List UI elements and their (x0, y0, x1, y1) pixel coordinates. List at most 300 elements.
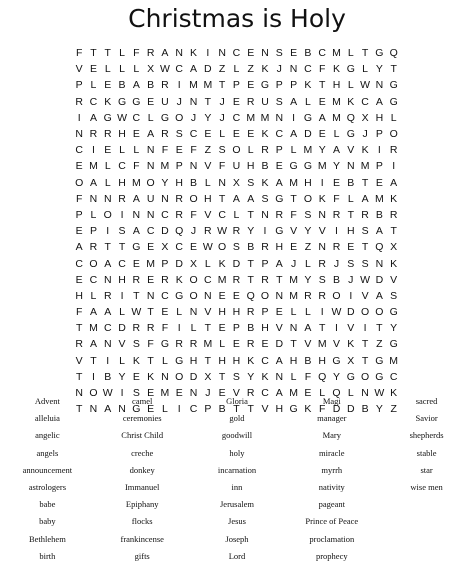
grid-letter[interactable]: C (189, 403, 198, 416)
grid-letter[interactable]: E (104, 144, 112, 157)
grid-letter[interactable]: L (219, 338, 226, 351)
grid-letter[interactable]: X (361, 111, 369, 124)
grid-letter[interactable]: L (90, 208, 97, 221)
grid-letter[interactable]: B (190, 176, 198, 189)
grid-letter[interactable]: E (75, 225, 83, 238)
grid-letter[interactable]: R (232, 225, 241, 238)
grid-letter[interactable]: J (219, 111, 225, 124)
grid-letter[interactable]: H (75, 289, 83, 302)
grid-letter[interactable]: F (218, 160, 226, 173)
grid-letter[interactable]: N (275, 111, 284, 124)
grid-letter[interactable]: G (389, 79, 398, 92)
grid-letter[interactable]: K (332, 63, 340, 76)
grid-letter[interactable]: A (132, 225, 140, 238)
grid-letter[interactable]: G (332, 354, 341, 367)
grid-letter[interactable]: B (104, 370, 112, 383)
grid-letter[interactable]: N (175, 47, 184, 60)
grid-letter[interactable]: K (261, 63, 269, 76)
grid-letter[interactable]: S (275, 47, 283, 60)
grid-letter[interactable]: D (332, 403, 341, 416)
grid-letter[interactable]: Z (304, 241, 312, 254)
grid-letter[interactable]: E (75, 273, 83, 286)
grid-letter[interactable]: S (118, 225, 126, 238)
grid-letter[interactable]: E (190, 241, 198, 254)
grid-letter[interactable]: A (75, 241, 83, 254)
grid-letter[interactable]: I (363, 322, 367, 335)
grid-letter[interactable]: L (347, 79, 354, 92)
grid-letter[interactable]: W (159, 63, 170, 76)
grid-letter[interactable]: N (189, 160, 198, 173)
grid-letter[interactable]: B (247, 241, 255, 254)
grid-letter[interactable]: B (304, 47, 312, 60)
grid-letter[interactable]: M (189, 79, 198, 92)
grid-letter[interactable]: V (361, 289, 369, 302)
grid-letter[interactable]: R (261, 241, 269, 254)
grid-letter[interactable]: L (347, 192, 354, 205)
grid-letter[interactable]: G (375, 47, 384, 60)
grid-letter[interactable]: D (346, 306, 355, 319)
grid-letter[interactable]: L (290, 306, 297, 319)
grid-letter[interactable]: W (102, 387, 113, 400)
grid-letter[interactable]: T (218, 370, 226, 383)
grid-letter[interactable]: L (104, 176, 111, 189)
grid-letter[interactable]: Y (304, 225, 312, 238)
grid-letter[interactable]: G (132, 403, 141, 416)
grid-letter[interactable]: T (90, 47, 97, 60)
grid-letter[interactable]: M (389, 354, 399, 367)
grid-letter[interactable]: H (218, 354, 226, 367)
grid-letter[interactable]: L (104, 63, 111, 76)
grid-letter[interactable]: D (304, 128, 312, 141)
grid-letter[interactable]: N (361, 387, 369, 400)
grid-letter[interactable]: A (275, 176, 283, 189)
grid-letter[interactable]: Y (318, 144, 326, 157)
grid-letter[interactable]: B (332, 273, 340, 286)
grid-letter[interactable]: H (289, 354, 298, 367)
grid-letter[interactable]: Y (390, 322, 398, 335)
grid-letter[interactable]: E (132, 128, 140, 141)
grid-letter[interactable]: Y (118, 370, 126, 383)
grid-letter[interactable]: R (175, 338, 184, 351)
grid-letter[interactable]: O (146, 176, 155, 189)
grid-letter[interactable]: A (375, 289, 383, 302)
grid-letter[interactable]: J (190, 111, 197, 124)
grid-letter[interactable]: R (332, 241, 341, 254)
grid-letter[interactable]: C (232, 47, 241, 60)
grid-letter[interactable]: H (318, 354, 326, 367)
grid-letter[interactable]: E (147, 95, 155, 108)
grid-letter[interactable]: H (118, 273, 126, 286)
grid-letter[interactable]: M (217, 273, 227, 286)
grid-letter[interactable]: R (132, 322, 141, 335)
grid-letter[interactable]: I (206, 47, 210, 60)
grid-letter[interactable]: W (331, 306, 342, 319)
grid-letter[interactable]: R (146, 47, 155, 60)
grid-letter[interactable]: L (233, 208, 240, 221)
grid-letter[interactable]: A (247, 192, 255, 205)
grid-letter[interactable]: A (375, 225, 383, 238)
grid-letter[interactable]: L (219, 128, 226, 141)
grid-letter[interactable]: H (275, 241, 284, 254)
grid-letter[interactable]: R (246, 387, 255, 400)
grid-letter[interactable]: K (175, 273, 183, 286)
grid-letter[interactable]: C (304, 63, 312, 76)
grid-letter[interactable]: N (218, 176, 226, 189)
grid-letter[interactable]: R (246, 338, 255, 351)
grid-letter[interactable]: O (303, 192, 312, 205)
grid-letter[interactable]: W (117, 111, 127, 124)
grid-letter[interactable]: R (75, 95, 83, 108)
grid-letter[interactable]: L (162, 403, 168, 416)
grid-letter[interactable]: X (147, 63, 155, 76)
grid-letter[interactable]: I (177, 403, 181, 416)
grid-letter[interactable]: L (362, 63, 368, 76)
grid-letter[interactable]: K (304, 79, 312, 92)
grid-letter[interactable]: A (232, 192, 240, 205)
grid-letter[interactable]: A (89, 176, 97, 189)
grid-letter[interactable]: C (232, 111, 241, 124)
grid-letter[interactable]: C (218, 208, 226, 221)
grid-letter[interactable]: Y (204, 111, 212, 124)
grid-letter[interactable]: K (390, 387, 398, 400)
grid-letter[interactable]: T (133, 289, 140, 302)
grid-letter[interactable]: A (132, 192, 140, 205)
grid-letter[interactable]: L (176, 306, 183, 319)
grid-letter[interactable]: E (318, 95, 326, 108)
grid-letter[interactable]: E (218, 322, 226, 335)
grid-letter[interactable]: X (204, 370, 212, 383)
grid-letter[interactable]: L (290, 144, 297, 157)
grid-letter[interactable]: C (118, 160, 126, 173)
grid-letter[interactable]: Q (332, 387, 341, 400)
grid-letter[interactable]: G (375, 354, 384, 367)
grid-letter[interactable]: A (89, 338, 97, 351)
grid-letter[interactable]: G (389, 338, 398, 351)
grid-letter[interactable]: C (318, 47, 326, 60)
grid-letter[interactable]: J (362, 128, 368, 141)
grid-letter[interactable]: R (89, 128, 98, 141)
grid-letter[interactable]: J (276, 63, 282, 76)
grid-letter[interactable]: E (147, 403, 155, 416)
grid-letter[interactable]: S (304, 208, 312, 221)
grid-letter[interactable]: R (232, 273, 241, 286)
grid-letter[interactable]: N (103, 338, 112, 351)
grid-letter[interactable]: O (361, 370, 370, 383)
grid-letter[interactable]: A (190, 63, 198, 76)
grid-letter[interactable]: N (275, 370, 284, 383)
grid-letter[interactable]: G (303, 160, 312, 173)
grid-letter[interactable]: T (75, 403, 83, 416)
grid-letter[interactable]: B (261, 160, 269, 173)
grid-letter[interactable]: M (131, 176, 141, 189)
grid-letter[interactable]: K (261, 128, 269, 141)
grid-letter[interactable]: F (190, 144, 197, 157)
grid-letter[interactable]: E (332, 176, 340, 189)
grid-letter[interactable]: X (232, 176, 240, 189)
grid-letter[interactable]: V (318, 225, 326, 238)
grid-letter[interactable]: G (103, 111, 112, 124)
grid-letter[interactable]: G (375, 370, 384, 383)
grid-letter[interactable]: E (218, 289, 226, 302)
grid-letter[interactable]: B (361, 403, 369, 416)
grid-letter[interactable]: Q (175, 225, 184, 238)
grid-letter[interactable]: T (90, 354, 97, 367)
grid-letter[interactable]: R (204, 225, 212, 238)
grid-letter[interactable]: I (120, 289, 124, 302)
grid-letter[interactable]: B (247, 322, 255, 335)
grid-letter[interactable]: G (132, 241, 141, 254)
grid-letter[interactable]: J (205, 387, 211, 400)
grid-letter[interactable]: T (376, 322, 383, 335)
grid-letter[interactable]: U (232, 160, 241, 173)
grid-letter[interactable]: C (275, 128, 284, 141)
grid-letter[interactable]: W (360, 79, 371, 92)
grid-letter[interactable]: E (275, 160, 283, 173)
grid-letter[interactable]: R (361, 208, 369, 221)
grid-letter[interactable]: Y (304, 273, 312, 286)
grid-letter[interactable]: T (233, 403, 240, 416)
grid-letter[interactable]: L (304, 257, 311, 270)
grid-letter[interactable]: I (320, 306, 324, 319)
grid-letter[interactable]: N (289, 322, 298, 335)
grid-letter[interactable]: P (275, 144, 283, 157)
grid-letter[interactable]: J (333, 257, 340, 270)
grid-letter[interactable]: C (261, 387, 269, 400)
grid-letter[interactable]: T (247, 403, 254, 416)
grid-letter[interactable]: M (332, 111, 341, 124)
grid-letter[interactable]: E (175, 144, 183, 157)
grid-letter[interactable]: H (218, 306, 226, 319)
grid-letter[interactable]: R (246, 306, 255, 319)
grid-letter[interactable]: E (147, 387, 155, 400)
grid-letter[interactable]: S (132, 387, 140, 400)
grid-letter[interactable]: M (289, 387, 298, 400)
grid-letter[interactable]: T (247, 208, 254, 221)
grid-letter[interactable]: P (375, 160, 383, 173)
grid-letter[interactable]: E (218, 387, 226, 400)
grid-letter[interactable]: I (177, 79, 181, 92)
grid-letter[interactable]: E (232, 289, 240, 302)
grid-letter[interactable]: H (118, 128, 126, 141)
grid-letter[interactable]: L (333, 128, 340, 141)
grid-letter[interactable]: M (160, 387, 170, 400)
grid-letter[interactable]: Y (375, 63, 383, 76)
grid-letter[interactable]: A (275, 354, 283, 367)
grid-letter[interactable]: N (146, 160, 155, 173)
grid-letter[interactable]: M (89, 322, 98, 335)
grid-letter[interactable]: T (318, 79, 326, 92)
grid-letter[interactable]: E (204, 128, 212, 141)
grid-letter[interactable]: G (346, 370, 355, 383)
grid-letter[interactable]: H (275, 403, 284, 416)
grid-letter[interactable]: I (349, 289, 353, 302)
grid-letter[interactable]: F (318, 63, 326, 76)
grid-letter[interactable]: A (147, 128, 155, 141)
grid-letter[interactable]: E (347, 241, 355, 254)
grid-letter[interactable]: P (75, 208, 83, 221)
grid-letter[interactable]: N (261, 208, 269, 221)
grid-letter[interactable]: F (161, 144, 169, 157)
grid-letter[interactable]: M (375, 192, 384, 205)
grid-letter[interactable]: H (118, 176, 126, 189)
grid-letter[interactable]: L (247, 144, 254, 157)
grid-letter[interactable]: G (160, 338, 170, 351)
grid-letter[interactable]: L (162, 354, 168, 367)
grid-letter[interactable]: R (261, 273, 269, 286)
grid-letter[interactable]: N (75, 128, 83, 141)
grid-letter[interactable]: R (246, 95, 255, 108)
grid-letter[interactable]: A (104, 403, 112, 416)
grid-letter[interactable]: M (332, 95, 341, 108)
grid-letter[interactable]: N (89, 403, 98, 416)
grid-letter[interactable]: F (75, 47, 83, 60)
grid-letter[interactable]: C (118, 257, 126, 270)
grid-letter[interactable]: V (275, 322, 283, 335)
grid-letter[interactable]: V (304, 338, 312, 351)
grid-letter[interactable]: Q (375, 241, 384, 254)
grid-letter[interactable]: P (232, 322, 240, 335)
grid-letter[interactable]: O (260, 289, 270, 302)
grid-letter[interactable]: V (290, 225, 298, 238)
grid-letter[interactable]: S (318, 273, 326, 286)
grid-letter[interactable]: B (118, 79, 126, 92)
grid-letter[interactable]: O (89, 387, 98, 400)
grid-letter[interactable]: E (147, 241, 155, 254)
grid-letter[interactable]: C (175, 241, 184, 254)
grid-letter[interactable]: F (161, 322, 169, 335)
grid-letter[interactable]: K (261, 370, 269, 383)
grid-letter[interactable]: T (218, 79, 226, 92)
grid-letter[interactable]: H (304, 176, 312, 189)
grid-letter[interactable]: T (75, 322, 83, 335)
grid-letter[interactable]: L (133, 144, 140, 157)
grid-letter[interactable]: G (303, 111, 312, 124)
grid-letter[interactable]: Y (161, 176, 169, 189)
grid-letter[interactable]: I (106, 225, 110, 238)
grid-letter[interactable]: E (175, 387, 183, 400)
grid-letter[interactable]: H (204, 192, 212, 205)
grid-letter[interactable]: D (118, 322, 126, 335)
grid-letter[interactable]: T (204, 322, 212, 335)
grid-letter[interactable]: C (89, 273, 98, 286)
grid-letter[interactable]: M (89, 160, 98, 173)
grid-letter[interactable]: T (247, 273, 254, 286)
grid-letter[interactable]: G (117, 95, 127, 108)
grid-letter[interactable]: V (118, 338, 126, 351)
grid-letter[interactable]: L (104, 160, 111, 173)
grid-letter[interactable]: G (346, 63, 355, 76)
grid-letter[interactable]: K (361, 144, 369, 157)
grid-letter[interactable]: G (275, 192, 284, 205)
grid-letter[interactable]: E (247, 47, 255, 60)
grid-letter[interactable]: M (317, 160, 327, 173)
grid-letter[interactable]: J (176, 95, 182, 108)
grid-letter[interactable]: H (332, 79, 341, 92)
grid-letter[interactable]: K (247, 354, 255, 367)
grid-letter[interactable]: W (131, 306, 142, 319)
grid-letter[interactable]: H (232, 354, 241, 367)
grid-letter[interactable]: R (261, 144, 269, 157)
grid-letter[interactable]: R (175, 208, 184, 221)
grid-letter[interactable]: G (132, 95, 141, 108)
grid-letter[interactable]: R (275, 208, 284, 221)
grid-letter[interactable]: A (375, 95, 383, 108)
grid-letter[interactable]: S (232, 370, 240, 383)
grid-letter[interactable]: K (190, 47, 198, 60)
grid-letter[interactable]: T (204, 354, 212, 367)
grid-letter[interactable]: T (147, 306, 154, 319)
grid-letter[interactable]: G (175, 289, 184, 302)
grid-letter[interactable]: K (104, 95, 112, 108)
grid-letter[interactable]: V (261, 403, 269, 416)
grid-letter[interactable]: E (318, 128, 326, 141)
grid-letter[interactable]: N (103, 273, 112, 286)
grid-letter[interactable]: S (132, 338, 140, 351)
grid-letter[interactable]: N (118, 403, 126, 416)
grid-letter[interactable]: A (104, 257, 112, 270)
grid-letter[interactable]: Y (332, 370, 340, 383)
grid-letter[interactable]: P (261, 257, 269, 270)
grid-letter[interactable]: N (89, 192, 98, 205)
grid-letter[interactable]: S (175, 128, 183, 141)
grid-letter[interactable]: L (133, 63, 140, 76)
grid-letter[interactable]: T (318, 322, 326, 335)
grid-letter[interactable]: A (361, 192, 369, 205)
grid-letter[interactable]: V (332, 338, 340, 351)
grid-letter[interactable]: S (247, 176, 255, 189)
grid-letter[interactable]: T (361, 354, 369, 367)
grid-letter[interactable]: H (175, 176, 184, 189)
grid-letter[interactable]: E (232, 95, 240, 108)
grid-letter[interactable]: O (75, 176, 84, 189)
grid-letter[interactable]: N (189, 95, 198, 108)
grid-letter[interactable]: U (261, 95, 269, 108)
grid-letter[interactable]: E (261, 338, 269, 351)
grid-letter[interactable]: O (375, 306, 384, 319)
grid-letter[interactable]: P (75, 79, 83, 92)
grid-letter[interactable]: G (389, 306, 398, 319)
grid-letter[interactable]: P (204, 403, 212, 416)
grid-letter[interactable]: M (289, 176, 298, 189)
grid-letter[interactable]: O (361, 306, 370, 319)
grid-letter[interactable]: M (260, 111, 270, 124)
grid-letter[interactable]: G (175, 354, 184, 367)
grid-letter[interactable]: Q (246, 289, 255, 302)
grid-letter[interactable]: K (147, 370, 155, 383)
grid-letter[interactable]: Z (390, 403, 397, 416)
grid-letter[interactable]: N (346, 160, 355, 173)
grid-letter[interactable]: O (175, 111, 184, 124)
grid-letter[interactable]: R (161, 128, 169, 141)
grid-letter[interactable]: N (289, 63, 298, 76)
grid-letter[interactable]: V (232, 387, 240, 400)
grid-letter[interactable]: G (289, 160, 298, 173)
grid-letter[interactable]: V (75, 63, 83, 76)
grid-letter[interactable]: T (390, 63, 397, 76)
grid-letter[interactable]: R (146, 322, 155, 335)
grid-letter[interactable]: L (119, 47, 125, 60)
grid-letter[interactable]: R (389, 144, 398, 157)
grid-letter[interactable]: A (89, 306, 97, 319)
grid-letter[interactable]: E (75, 160, 83, 173)
grid-letter[interactable]: L (204, 257, 211, 270)
grid-letter[interactable]: G (260, 79, 270, 92)
grid-letter[interactable]: N (375, 257, 384, 270)
grid-letter[interactable]: T (390, 225, 397, 238)
grid-letter[interactable]: A (390, 176, 398, 189)
grid-letter[interactable]: C (261, 354, 269, 367)
grid-letter[interactable]: I (263, 225, 267, 238)
